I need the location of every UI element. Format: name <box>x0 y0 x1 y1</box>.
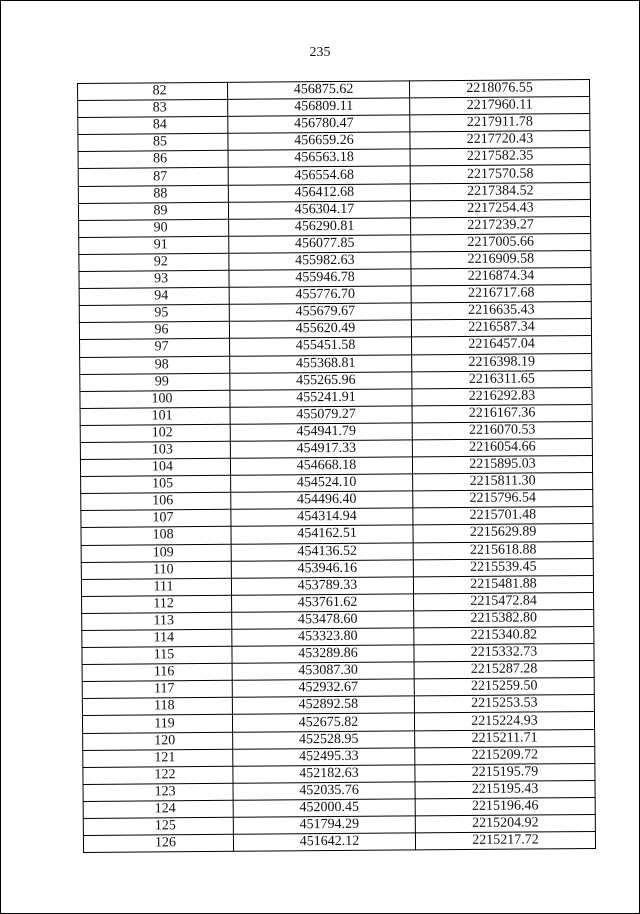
point-number-cell: 102 <box>80 424 230 442</box>
point-number-cell: 95 <box>79 305 229 323</box>
y-coordinate-cell: 2215196.46 <box>415 797 595 816</box>
y-coordinate-cell: 2215796.54 <box>413 490 593 509</box>
x-coordinate-cell: 453761.62 <box>232 594 414 613</box>
point-number-cell: 96 <box>79 322 229 340</box>
x-coordinate-cell: 455368.81 <box>230 354 412 373</box>
y-coordinate-cell: 2215629.89 <box>413 524 593 543</box>
y-coordinate-cell: 2215618.88 <box>413 541 593 560</box>
page-number: 235 <box>309 45 331 60</box>
table-row <box>83 832 595 853</box>
y-coordinate-cell: 2218076.55 <box>409 79 589 98</box>
y-coordinate-cell: 2215340.82 <box>414 626 594 645</box>
y-coordinate-cell: 2215195.79 <box>415 763 595 782</box>
x-coordinate-cell: 452495.33 <box>233 748 415 767</box>
point-number-cell: 112 <box>82 595 232 613</box>
x-coordinate-cell: 455776.70 <box>229 286 411 305</box>
point-number-cell: 123 <box>83 783 233 801</box>
y-coordinate-cell: 2217384.52 <box>410 182 590 201</box>
x-coordinate-cell: 455620.49 <box>229 320 411 339</box>
y-coordinate-cell: 2215209.72 <box>415 746 595 765</box>
x-coordinate-cell: 454314.94 <box>231 508 413 527</box>
y-coordinate-cell: 2215472.84 <box>414 592 594 611</box>
y-coordinate-cell: 2216167.36 <box>412 404 592 423</box>
x-coordinate-cell: 456554.68 <box>228 166 410 185</box>
y-coordinate-cell: 2217570.58 <box>410 165 590 184</box>
x-coordinate-cell: 454941.79 <box>230 423 412 442</box>
x-coordinate-cell: 456412.68 <box>228 183 410 202</box>
x-coordinate-cell: 455451.58 <box>230 337 412 356</box>
y-coordinate-cell: 2215701.48 <box>413 507 593 526</box>
y-coordinate-cell: 2216587.34 <box>411 319 591 338</box>
point-number-cell: 90 <box>79 219 229 237</box>
y-coordinate-cell: 2215217.72 <box>415 832 595 851</box>
x-coordinate-cell: 456077.85 <box>229 235 411 254</box>
y-coordinate-cell: 2216398.19 <box>412 353 592 372</box>
x-coordinate-cell: 451794.29 <box>233 816 415 835</box>
point-number-cell: 99 <box>80 373 230 391</box>
x-coordinate-cell: 452035.76 <box>233 782 415 801</box>
point-number-cell: 91 <box>79 236 229 254</box>
point-number-cell: 121 <box>83 749 233 767</box>
point-number-cell: 110 <box>81 561 231 579</box>
y-coordinate-cell: 2217239.27 <box>411 216 591 235</box>
x-coordinate-cell: 453946.16 <box>231 559 413 578</box>
point-number-cell: 82 <box>78 82 228 100</box>
point-number-cell: 120 <box>83 732 233 750</box>
point-number-cell: 114 <box>82 629 232 647</box>
y-coordinate-cell: 2215287.28 <box>414 661 594 680</box>
point-number-cell: 108 <box>81 527 231 545</box>
y-coordinate-cell: 2217005.66 <box>411 233 591 252</box>
y-coordinate-cell: 2215259.50 <box>414 678 594 697</box>
x-coordinate-cell: 452182.63 <box>233 765 415 784</box>
x-coordinate-cell: 453789.33 <box>231 577 413 596</box>
point-number-cell: 97 <box>80 339 230 357</box>
y-coordinate-cell: 2216909.58 <box>411 250 591 269</box>
point-number-cell: 117 <box>82 681 232 699</box>
point-number-cell: 124 <box>83 800 233 818</box>
y-coordinate-cell: 2217582.35 <box>410 148 590 167</box>
x-coordinate-cell: 454162.51 <box>231 525 413 544</box>
y-coordinate-cell: 2215811.30 <box>413 473 593 492</box>
y-coordinate-cell: 2215195.43 <box>415 780 595 799</box>
point-number-cell: 115 <box>82 646 232 664</box>
point-number-cell: 93 <box>79 270 229 288</box>
x-coordinate-cell: 455241.91 <box>230 389 412 408</box>
point-number-cell: 85 <box>78 134 228 152</box>
x-coordinate-cell: 454524.10 <box>231 474 413 493</box>
x-coordinate-cell: 455946.78 <box>229 269 411 288</box>
point-number-cell: 118 <box>82 698 232 716</box>
y-coordinate-cell: 2216874.34 <box>411 268 591 287</box>
x-coordinate-cell: 455079.27 <box>230 406 412 425</box>
point-number-cell: 84 <box>78 117 228 135</box>
x-coordinate-cell: 454496.40 <box>231 491 413 510</box>
x-coordinate-cell: 452675.82 <box>232 713 414 732</box>
y-coordinate-cell: 2217960.11 <box>410 97 590 116</box>
x-coordinate-cell: 454136.52 <box>231 542 413 561</box>
y-coordinate-cell: 2216311.65 <box>412 370 592 389</box>
y-coordinate-cell: 2215332.73 <box>414 644 594 663</box>
point-number-cell: 83 <box>78 99 228 117</box>
point-number-cell: 111 <box>81 578 231 596</box>
point-number-cell: 103 <box>80 441 230 459</box>
y-coordinate-cell: 2216717.68 <box>411 285 591 304</box>
x-coordinate-cell: 453323.80 <box>232 628 414 647</box>
point-number-cell: 89 <box>78 202 228 220</box>
point-number-cell: 94 <box>79 287 229 305</box>
y-coordinate-cell: 2216070.53 <box>412 421 592 440</box>
x-coordinate-cell: 456563.18 <box>228 149 410 168</box>
point-number-cell: 126 <box>83 834 233 852</box>
x-coordinate-cell: 456875.62 <box>227 81 409 100</box>
x-coordinate-cell: 455265.96 <box>230 371 412 390</box>
point-number-cell: 107 <box>81 510 231 528</box>
point-number-cell: 104 <box>80 458 230 476</box>
y-coordinate-cell: 2215211.71 <box>415 729 595 748</box>
point-number-cell: 100 <box>80 390 230 408</box>
y-coordinate-cell: 2215204.92 <box>415 814 595 833</box>
y-coordinate-cell: 2215224.93 <box>414 712 594 731</box>
point-number-cell: 98 <box>80 356 230 374</box>
point-number-cell: 116 <box>82 663 232 681</box>
coordinates-table <box>77 79 596 853</box>
y-coordinate-cell: 2217254.43 <box>410 199 590 218</box>
point-number-cell: 92 <box>79 253 229 271</box>
point-number-cell: 106 <box>81 493 231 511</box>
y-coordinate-cell: 2215895.03 <box>412 456 592 475</box>
y-coordinate-cell: 2216054.66 <box>412 438 592 457</box>
point-number-cell: 125 <box>83 817 233 835</box>
point-number-cell: 119 <box>82 715 232 733</box>
x-coordinate-cell: 455679.67 <box>229 303 411 322</box>
x-coordinate-cell: 451642.12 <box>233 833 415 852</box>
point-number-cell: 109 <box>81 544 231 562</box>
y-coordinate-cell: 2217720.43 <box>410 131 590 150</box>
x-coordinate-cell: 456809.11 <box>228 98 410 117</box>
x-coordinate-cell: 453289.86 <box>232 645 414 664</box>
y-coordinate-cell: 2216292.83 <box>412 387 592 406</box>
point-number-cell: 88 <box>78 185 228 203</box>
x-coordinate-cell: 454917.33 <box>230 440 412 459</box>
x-coordinate-cell: 456659.26 <box>228 132 410 151</box>
x-coordinate-cell: 452000.45 <box>233 799 415 818</box>
y-coordinate-cell: 2216457.04 <box>412 336 592 355</box>
x-coordinate-cell: 453478.60 <box>232 611 414 630</box>
point-number-cell: 122 <box>83 766 233 784</box>
y-coordinate-cell: 2215382.80 <box>414 609 594 628</box>
y-coordinate-cell: 2215539.45 <box>413 558 593 577</box>
coordinates-table-body <box>78 79 596 852</box>
y-coordinate-cell: 2215253.53 <box>414 695 594 714</box>
point-number-cell: 105 <box>81 475 231 493</box>
x-coordinate-cell: 456290.81 <box>229 218 411 237</box>
x-coordinate-cell: 456780.47 <box>228 115 410 134</box>
x-coordinate-cell: 455982.63 <box>229 252 411 271</box>
x-coordinate-cell: 452892.58 <box>232 696 414 715</box>
x-coordinate-cell: 452528.95 <box>233 730 415 749</box>
point-number-cell: 87 <box>78 168 228 186</box>
x-coordinate-cell: 454668.18 <box>230 457 412 476</box>
point-number-cell: 101 <box>80 407 230 425</box>
y-coordinate-cell: 2215481.88 <box>413 575 593 594</box>
x-coordinate-cell: 456304.17 <box>228 201 410 220</box>
x-coordinate-cell: 453087.30 <box>232 662 414 681</box>
y-coordinate-cell: 2216635.43 <box>411 302 591 321</box>
point-number-cell: 113 <box>82 612 232 630</box>
y-coordinate-cell: 2217911.78 <box>410 114 590 133</box>
x-coordinate-cell: 452932.67 <box>232 679 414 698</box>
point-number-cell: 86 <box>78 151 228 169</box>
